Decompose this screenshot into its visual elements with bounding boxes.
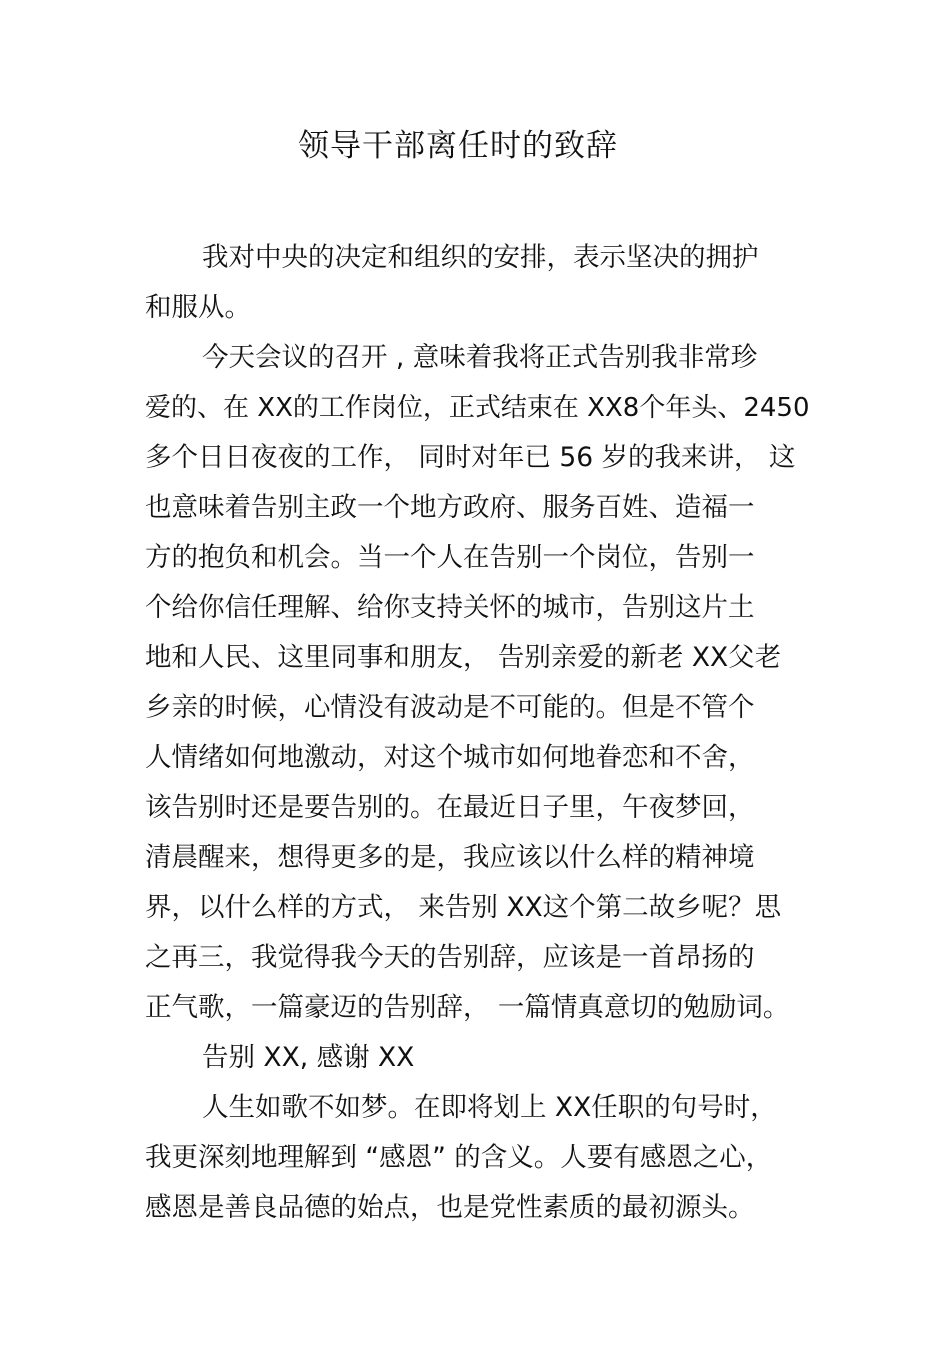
paragraph-line: 感恩是善良品德的始点，也是党性素质的最初源头。 — [145, 1192, 755, 1223]
paragraph-line: 今天会议的召开 , 意味着我将正式告别我非常珍 — [202, 342, 758, 373]
paragraph-line: 我对中央的决定和组织的安排，表示坚决的拥护 — [202, 242, 759, 273]
paragraph-line: 方的抱负和机会。当一个人在告别一个岗位，告别一 — [145, 542, 755, 573]
paragraph-line: 我更深刻地理解到 “感恩” 的含义。人要有感恩之心， — [145, 1142, 773, 1173]
paragraph-line: 地和人民、这里同事和朋友， 告别亲爱的新老 XX父老 — [145, 642, 782, 673]
section-heading: 告别 XX, 感谢 XX — [202, 1042, 415, 1073]
paragraph-line: 界，以什么样的方式， 来告别 XX这个第二故乡呢？思 — [145, 892, 782, 923]
paragraph-line: 正气歌，一篇豪迈的告别辞， 一篇情真意切的勉励词。 — [145, 992, 790, 1023]
paragraph-line: 多个日日夜夜的工作， 同时对年已 56 岁的我来讲， 这 — [145, 442, 796, 473]
document-title: 领导干部离任时的致辞 — [298, 128, 618, 164]
paragraph-line: 也意味着告别主政一个地方政府、服务百姓、造福一 — [145, 492, 755, 523]
paragraph-line: 该告别时还是要告别的。在最近日子里，午夜梦回， — [145, 792, 755, 823]
paragraph-line: 乡亲的时候，心情没有波动是不可能的。但是不管个 — [145, 692, 755, 723]
paragraph-line: 人生如歌不如梦。在即将划上 XX任职的句号时， — [202, 1092, 777, 1123]
paragraph-line: 和服从。 — [145, 292, 251, 323]
paragraph-line: 爱的、在 XX的工作岗位，正式结束在 XX8个年头、2450 — [145, 393, 810, 423]
paragraph-line: 人情绪如何地激动，对这个城市如何地眷恋和不舍， — [145, 742, 755, 773]
paragraph-line: 清晨醒来，想得更多的是，我应该以什么样的精神境 — [145, 842, 755, 873]
paragraph-line: 之再三，我觉得我今天的告别辞，应该是一首昂扬的 — [145, 942, 755, 973]
paragraph-line: 个给你信任理解、给你支持关怀的城市，告别这片土 — [145, 592, 755, 623]
